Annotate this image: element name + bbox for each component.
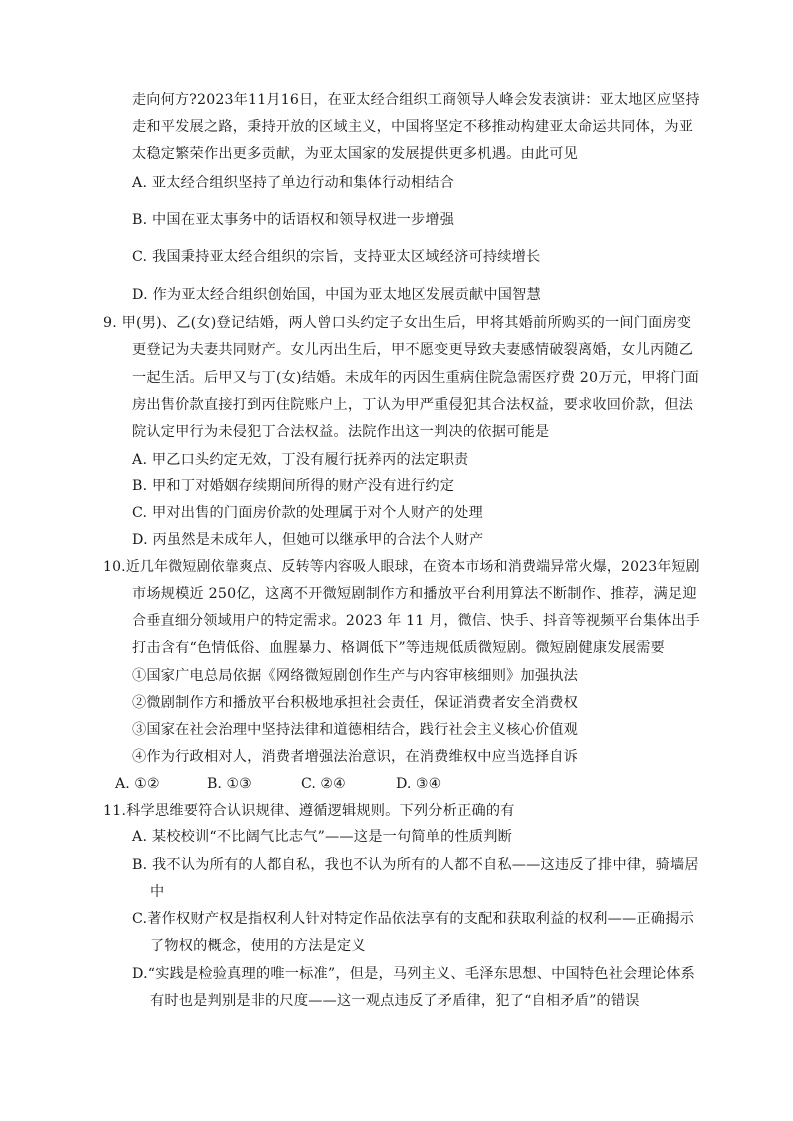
q11-option-d-line-1: D.“实践是检验真理的唯一标准”，但是，马列主义、毛泽东思想、中国特色社会理论体系 [132, 966, 696, 982]
q8-option-d: D. 作为亚太经合组织创始国，中国为亚太地区发展贡献中国智慧 [132, 287, 541, 303]
q10-stem-line-4: 打击含有“色情低俗、血腥暴力、格调低下”等违规低质微短剧。微短剧健康发展需要 [132, 640, 665, 656]
q10-stem-line-2: 市场规模近 250亿，这离不开微短剧制作方和播放平台利用算法不断制作、推荐，满足迎 [132, 586, 697, 602]
q11-option-b-line-2: 中 [150, 884, 165, 900]
q8-stem-line-3: 太稳定繁荣作出更多贡献，为亚太国家的发展提供更多机遇。由此可见 [132, 146, 579, 162]
q9-stem-line-4: 房出售价款直接打到丙住院账户上，丁认为甲严重侵犯其合法权益，要求收回价款，但法 [132, 397, 694, 413]
q10-item-2: ②微剧制作方和播放平台积极地承担社会责任，保证消费者安全消费权 [132, 695, 579, 711]
q10-stem-line-3: 合垂直细分领域用户的特定需求。2023 年 11 月，微信、快手、抖音等视频平台集体出手 [132, 613, 701, 629]
q11-option-d-line-2: 有时也是判别是非的尺度——这一观点违反了矛盾律，犯了“自相矛盾”的错误 [150, 993, 640, 1009]
q10-item-3: ③国家在社会治理中坚持法律和道德相结合，践行社会主义核心价值观 [132, 722, 579, 738]
q8-option-c: C. 我国秉持亚太经合组织的宗旨，支持亚太区域经济可持续增长 [132, 249, 541, 265]
q10-stem-line-1: 10.近几年微短剧依靠爽点、反转等内容吸人眼球，在资本市场和消费端异常火爆，2023年短剧 [103, 559, 700, 575]
q10-item-1: ①国家广电总局依据《网络微短剧创作生产与内容审核细则》加强执法 [132, 668, 579, 684]
q10-choice-d: D. ③④ [396, 776, 442, 792]
q10-choices [0, 774, 793, 794]
q11-option-b-line-1: B. 我不认为所有的人都自私，我也不认为所有的人都不自私——这违反了排中律，骑墙居 [132, 857, 699, 873]
q10-choice-a: A. ①② [115, 776, 160, 792]
q10-choice-b: B. ①③ [207, 776, 252, 792]
q11-option-a: A. 某校校训“不比阔气比志气”——这是一句简单的性质判断 [132, 829, 513, 845]
q9-option-a: A. 甲乙口头约定无效，丁没有履行抚养丙的法定职责 [132, 452, 469, 468]
q9-stem-line-1: 9. 甲(男)、乙(女)登记结婚，两人曾口头约定子女出生后，甲将其婚前所购买的一间门面房变 [103, 315, 692, 331]
q8-option-a: A. 亚太经合组织坚持了单边行动和集体行动相结合 [132, 175, 455, 191]
q8-stem-line-2: 走和平发展之路，秉持开放的区域主义，中国将坚定不移推动构建亚太命运共同体，为亚 [132, 119, 694, 135]
q8-option-b: B. 中国在亚太事务中的话语权和领导权进一步增强 [132, 212, 455, 228]
q11-option-c-line-2: 了物权的概念，使用的方法是定义 [150, 938, 366, 954]
q9-stem-line-5: 院认定甲行为未侵犯丁合法权益。法院作出这一判决的依据可能是 [132, 424, 550, 440]
q10-item-4: ④作为行政相对人，消费者增强法治意识，在消费维权中应当选择自诉 [132, 749, 579, 765]
q11-option-c-line-1: C.著作权财产权是指权利人针对特定作品依法享有的支配和获取利益的权利——正确揭示 [132, 911, 694, 927]
q10-choice-c: C. ②④ [301, 776, 346, 792]
q11-stem: 11.科学思维要符合认识规律、遵循逻辑规则。下列分析正确的有 [103, 803, 515, 819]
q9-option-c: C. 甲对出售的门面房价款的处理属于对个人财产的处理 [132, 505, 483, 521]
q9-stem-line-2: 更登记为夫妻共同财产。女儿丙出生后，甲不愿变更导致夫妻感情破裂离婚，女儿丙随乙 [132, 342, 694, 358]
q9-option-b: B. 甲和丁对婚姻存续期间所得的财产没有进行约定 [132, 478, 455, 494]
q9-stem-line-3: 一起生活。后甲又与丁(女)结婚。未成年的丙因生重病住院急需医疗费 20万元，甲将门面 [132, 370, 699, 386]
q8-stem-line-1: 走向何方?2023年11月16日，在亚太经合组织工商领导人峰会发表演讲：亚太地区应坚持 [132, 92, 700, 108]
q9-option-d: D. 丙虽然是未成年人，但她可以继承甲的合法个人财产 [132, 532, 484, 548]
